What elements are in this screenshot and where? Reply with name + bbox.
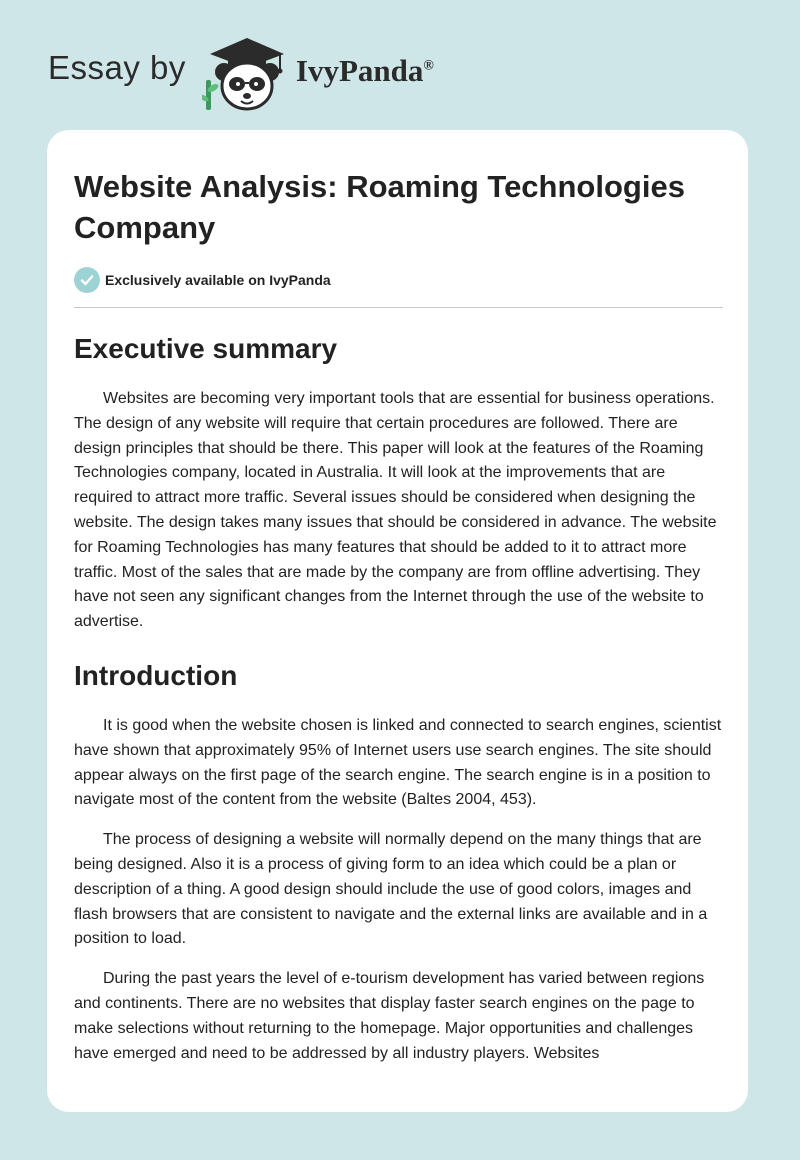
- section-heading-introduction: Introduction: [74, 659, 238, 691]
- availability-badge: [74, 267, 723, 308]
- paragraph: Websites are becoming very important tools that are essential for business operations. The design of any website will require that certain procedures are followed. There are design principles that should be there. This paper will look at the features of the Roaming Technologies company, located in Australia. It will look at the improvements that are required to attract more traffic. Several issues should be considered when designing the website. The design takes many issues that should be considered in advance. The website for Roaming Technologies has many features that should be added to it to attract more traffic. Most of the sales that are made by the company are from offline advertising. They have not seen any significant changes from the Internet through the use of the website to advertise.: [74, 390, 717, 631]
- availability-text: Exclusively available on IvyPanda: [105, 272, 331, 288]
- registered-mark: ®: [423, 58, 434, 74]
- panda-logo-icon: [202, 34, 292, 114]
- site-header: [48, 34, 508, 114]
- essay-card: [47, 130, 748, 1112]
- essay-title: Website Analysis: Roaming Technologies Company: [74, 169, 685, 245]
- checkmark-icon: [74, 267, 100, 293]
- paragraph: The process of designing a website will normally depend on the many things that are being designed. Also it is a process of giving form to an idea which could be a plan or description of a thing. A good design should include the use of good colors, images and flash browsers that are consistent to navigate and the external links are available and in a position to load.: [74, 831, 708, 948]
- section-heading-executive-summary: Executive summary: [74, 333, 338, 364]
- essay-by-label: Essay by: [48, 49, 186, 86]
- paragraph: During the past years the level of e-tourism development has varied between regions and continents. There are no websites that display faster search engines on the page to make selections without returning to the homepage. Major opportunities and challenges have emerged and need to be addressed by all industry players. Websites: [74, 970, 705, 1062]
- brand-name: IvyPanda®: [295, 53, 434, 88]
- paragraph: It is good when the website chosen is linked and connected to search engines, scientist have shown that approximately 95% of Internet users use search engines. The site should appear always on the first page of the search engine. The search engine is in a position to navigate most of the content from the website (Baltes 2004, 453).: [74, 716, 722, 809]
